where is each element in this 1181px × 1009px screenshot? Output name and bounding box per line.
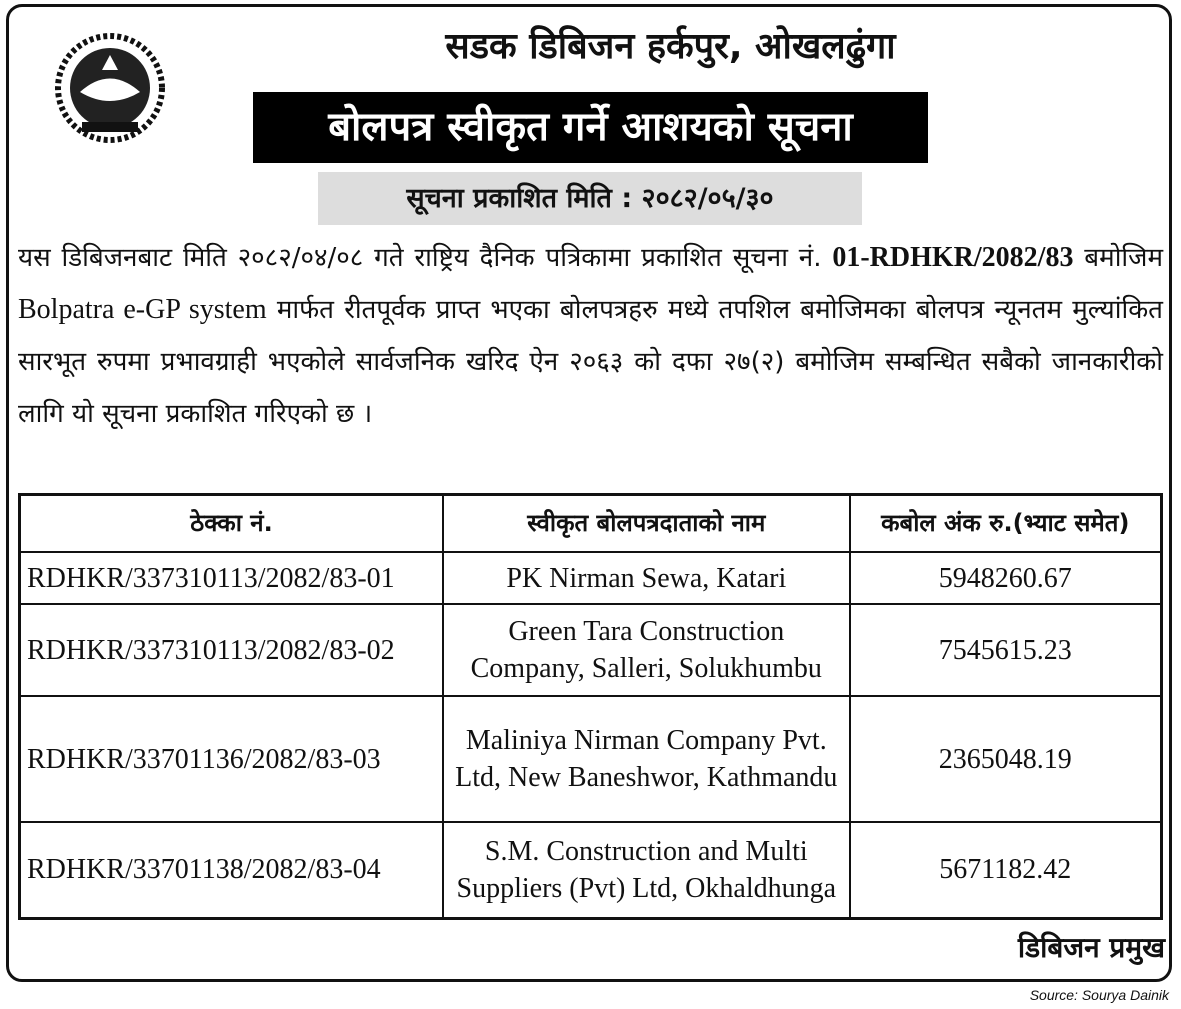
table-header-row	[20, 495, 1162, 553]
publish-date: सूचना प्रकाशित मिति : २०८२/०५/३०	[318, 172, 862, 225]
bidder-name: PK Nirman Sewa, Katari	[443, 552, 849, 604]
contract-no: RDHKR/337310113/2082/83-01	[20, 552, 444, 604]
bidder-name: Green Tara Construction Company, Salleri, Solukhumbu	[443, 604, 849, 696]
contract-no: RDHKR/337310113/2082/83-02	[20, 604, 444, 696]
contract-no: RDHKR/33701136/2082/83-03	[20, 696, 444, 822]
body-text-2: बमोजिम	[1073, 243, 1163, 273]
table-row	[20, 552, 1162, 604]
body-text-1: यस डिबिजनबाट मिति २०८२/०४/०८ गते राष्ट्रिय दैनिक पत्रिकामा प्रकाशित सूचना नं.	[18, 243, 822, 273]
bidder-name: S.M. Construction and Multi Suppliers (Pvt) Ltd, Okhaldhunga	[443, 822, 849, 918]
bid-amount: 5948260.67	[850, 552, 1162, 604]
body-text-3: मार्फत रीतपूर्वक प्राप्त भएका बोलपत्रहरु मध्ये तपशिल बमोजिमका बोलपत्र न्यूनतम मुल्यांकित सारभूत रुपमा प्रभावग्राही भएकोले सार्वजनिक खरिद ऐन २०६३ को दफा २७(२) बमोजिम सम्बन्धित सबैको जानकारीको लागि यो सूचना प्रकाशित गरिएको छ ।	[18, 295, 1163, 429]
bid-amount: 2365048.19	[850, 696, 1162, 822]
header-bidder-name: स्वीकृत बोलपत्रदाताको नाम	[443, 495, 849, 553]
table-row	[20, 822, 1162, 918]
bidder-name: Maliniya Nirman Company Pvt. Ltd, New Baneshwor, Kathmandu	[443, 696, 849, 822]
source-credit: Source: Sourya Dainik	[1029, 987, 1169, 1003]
office-name: सडक डिबिजन हर्कपुर, ओखलढुंगा	[445, 26, 896, 67]
signatory: डिबिजन प्रमुख	[1017, 931, 1165, 964]
notice-title: बोलपत्र स्वीकृत गर्ने आशयको सूचना	[253, 92, 928, 163]
notice-body	[18, 232, 1163, 440]
nepal-government-emblem-icon	[52, 30, 168, 146]
notice-number: 01-RDHKR/2082/83	[832, 242, 1074, 273]
system-name: Bolpatra e-GP system	[18, 294, 267, 325]
table-row	[20, 604, 1162, 696]
header-contract-no: ठेक्का नं.	[20, 495, 444, 553]
header-bid-amount: कबोल अंक रु.(भ्याट समेत)	[850, 495, 1162, 553]
bid-amount: 5671182.42	[850, 822, 1162, 918]
table-row	[20, 696, 1162, 822]
contract-no: RDHKR/33701138/2082/83-04	[20, 822, 444, 918]
bid-amount: 7545615.23	[850, 604, 1162, 696]
award-table	[18, 493, 1163, 920]
